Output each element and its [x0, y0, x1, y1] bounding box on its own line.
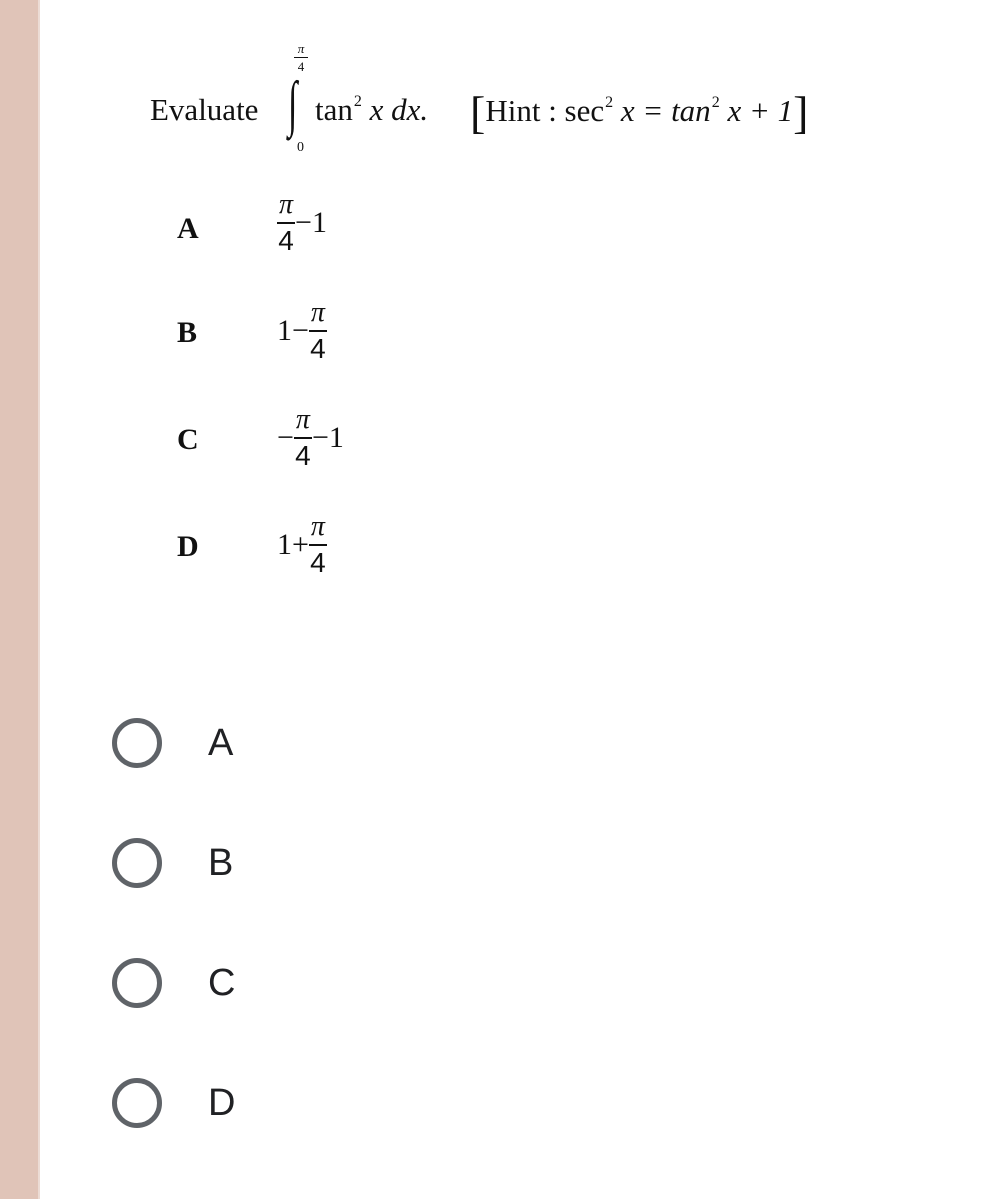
- option-letter: A: [177, 212, 199, 245]
- radio-button-icon[interactable]: [112, 838, 162, 888]
- question-statement: [150, 40, 910, 170]
- radio-label[interactable]: A: [208, 721, 234, 764]
- radio-label[interactable]: B: [208, 841, 234, 884]
- radio-button-icon[interactable]: [112, 958, 162, 1008]
- radio-option-a[interactable]: [112, 712, 612, 774]
- radio-option-b[interactable]: [112, 832, 612, 894]
- hint-text: [Hint : $\sec^2 x = \tan^2 x + 1$]: [470, 87, 809, 138]
- radio-button-icon[interactable]: [112, 1078, 162, 1128]
- option-expression: 1− $\frac{\pi}{4}$: [277, 297, 326, 364]
- option-letter: D: [177, 530, 199, 563]
- option-expression: 1+ $\frac{\pi}{4}$: [277, 511, 326, 578]
- question-image: [40, 0, 987, 620]
- radio-label[interactable]: D: [208, 1081, 236, 1124]
- option-expression: − $\frac{\pi}{4}$ −1: [277, 404, 344, 471]
- option-expression: $\frac{\pi}{4}$ −1: [278, 189, 327, 256]
- integral-lower-limit: 0: [297, 140, 304, 155]
- radio-option-c[interactable]: [112, 952, 612, 1014]
- radio-option-d[interactable]: [112, 1072, 612, 1134]
- integral-sign-icon: ∫: [288, 70, 298, 138]
- upper-limit-denominator: 4: [297, 59, 305, 74]
- radio-label[interactable]: C: [208, 961, 236, 1004]
- question-evaluate-text: Evaluate: [150, 92, 259, 127]
- option-letter: C: [177, 423, 199, 456]
- radio-button-icon[interactable]: [112, 718, 162, 768]
- left-accent-bar: [0, 0, 38, 1199]
- upper-limit-numerator: π: [297, 41, 305, 56]
- option-letter: B: [177, 316, 198, 349]
- integrand: $\tan^2 x$ dx.: [315, 92, 429, 127]
